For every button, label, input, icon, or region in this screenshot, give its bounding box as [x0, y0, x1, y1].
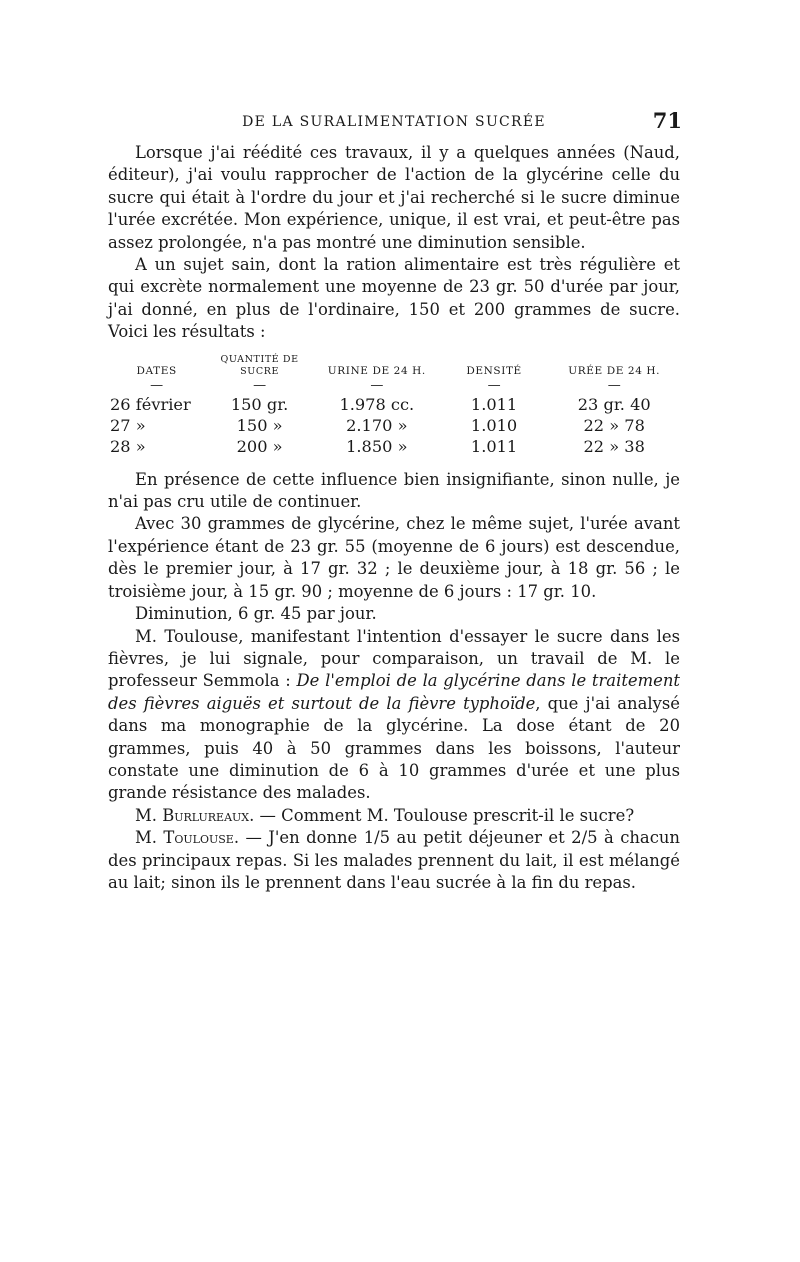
- dash: —: [370, 377, 384, 393]
- table-row: [108, 394, 680, 415]
- paragraph-4: Avec 30 grammes de glycérine, chez le même sujet, l'urée avant l'expérience étant de 23 gr. 55 (moyenne de 6 jours) est descendue, dès le premier jour, à 17 gr. 32 ; le deuxième jour, à 18 gr. 56 ; le troisième jour, à 15 gr. 90 ; moyenne de 6 jours : 17 gr. 10.: [108, 514, 680, 601]
- cell-sucre: 150 gr.: [230, 394, 289, 414]
- header-urine: URINE DE 24 H.: [327, 364, 426, 377]
- table-dash-row: [108, 378, 680, 394]
- paragraph-2: A un sujet sain, dont la ration alimentaire est très régulière et qui excrète normalement une moyenne de 23 gr. 50 d'urée par jour, j'ai donné, en plus de l'ordinaire, 150 et 200 grammes de sucre. Voici les résultats :: [108, 255, 680, 342]
- speaker-text: — J'en donne 1/5 au petit déjeuner et 2/5 à chacun des principaux repas. Si les malades prennent du lait, il est mélangé au lait; sinon ils le prennent dans l'eau sucrée à la fin du repas.: [108, 828, 680, 892]
- header-dates: DATES: [136, 364, 177, 377]
- cell-date: 27 »: [110, 415, 146, 435]
- dash: —: [607, 377, 621, 393]
- table-header-row: [108, 354, 680, 378]
- cell-date: 28 »: [110, 436, 146, 456]
- table-row: [108, 436, 680, 457]
- header-sucre: [205, 354, 314, 378]
- page-number: 71: [652, 108, 682, 133]
- dash: —: [253, 377, 267, 393]
- paragraph-8: [108, 827, 680, 894]
- cell-densite: 1.010: [470, 415, 518, 435]
- cell-uree: 23 gr. 40: [577, 394, 651, 414]
- paragraph-7: [108, 805, 680, 827]
- speaker-name: M. Toulouse.: [135, 828, 240, 848]
- cell-uree: 22 » 38: [583, 436, 645, 456]
- cell-densite: 1.011: [470, 436, 518, 456]
- speaker-name: M. Burlureaux.: [135, 805, 255, 825]
- paragraph-1: Lorsque j'ai réédité ces travaux, il y a quelques années (Naud, éditeur), j'ai voulu rapprocher de l'action de la glycérine celle du sucre qui était à l'ordre du jour et j'ai recherché si le sucre diminue l'urée excrétée. Mon expérience, unique, il est vrai, et peut-être pas assez prolongée, n'a pas montré une diminution sensible.: [108, 143, 680, 252]
- page: [108, 108, 680, 894]
- dash: —: [150, 377, 164, 393]
- header-sucre-line1: QUANTITÉ DE: [220, 353, 299, 365]
- cell-densite: 1.011: [470, 394, 518, 414]
- cell-urine: 2.170 »: [346, 415, 408, 435]
- dash: —: [487, 377, 501, 393]
- cell-urine: 1.978 cc.: [339, 394, 415, 414]
- paragraph-6-start: M. Toulouse, manifestant l'intention d'essayer le sucre dans les fièvres, je lui signale, pour comparaison, un travail de M. le professeur Semmola :: [108, 626, 680, 691]
- header-sucre-line2: SUCRE: [240, 365, 279, 377]
- table-row: [108, 415, 680, 436]
- cell-sucre: 200 »: [236, 436, 283, 456]
- cell-date: 26 février: [110, 394, 191, 414]
- cell-uree: 22 » 78: [583, 415, 645, 435]
- paragraph-6: [108, 626, 680, 805]
- paragraph-5: Diminution, 6 gr. 45 par jour.: [135, 604, 377, 624]
- header-densite: DENSITÉ: [466, 364, 522, 377]
- speaker-text: — Comment M. Toulouse prescrit-il le sucre?: [254, 805, 635, 825]
- running-title: DE LA SURALIMENTATION SUCRÉE: [242, 114, 546, 130]
- header-uree: URÉE DE 24 H.: [568, 364, 661, 377]
- cited-work-title: De l'emploi de la glycérine dans le traitement des fièvres aiguës et surtout de la fièvre typhoïde: [108, 671, 680, 713]
- paragraph-3: En présence de cette influence bien insignifiante, sinon nulle, je n'ai pas cru utile de continuer.: [108, 469, 680, 512]
- results-table: [108, 354, 680, 457]
- cell-urine: 1.850 »: [346, 436, 408, 456]
- paragraph-6-end: , que j'ai analysé dans ma monographie de la glycérine. La dose étant de 20 grammes, puis 40 à 50 grammes dans les boissons, l'auteur constate une diminution de 6 à 10 grammes d'urée et une plus grande résistance des malades.: [108, 693, 680, 803]
- page-header: [108, 108, 680, 142]
- cell-sucre: 150 »: [236, 415, 283, 435]
